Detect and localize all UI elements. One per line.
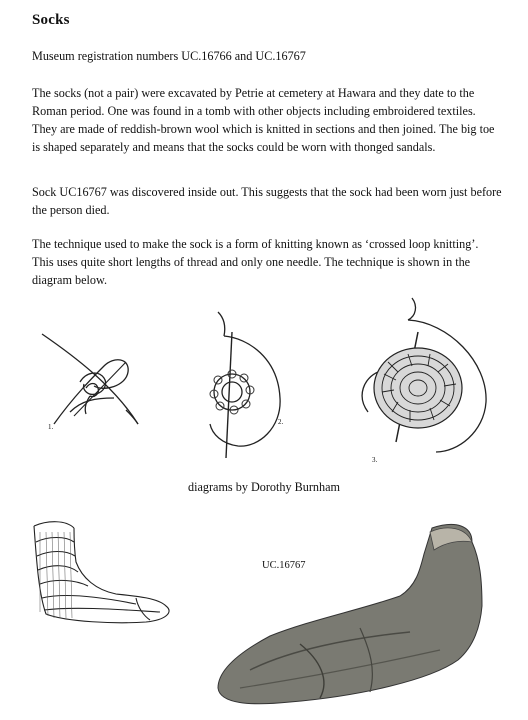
diagram-caption: diagrams by Dorothy Burnham xyxy=(188,480,340,494)
inside-out-paragraph: Sock UC16767 was discovered inside out. This suggests that the sock had been worn just before the person died. xyxy=(32,185,502,217)
knitting-diagrams xyxy=(0,288,528,478)
photo-label: UC.16767 xyxy=(262,560,306,571)
diagram-step-3-label: 3. xyxy=(372,456,378,464)
technique-paragraph: The technique used to make the sock is a form of knitting known as ‘crossed loop knitting’. This uses quite short lengths of thread and only one needle. The technique is shown in the diagram below. xyxy=(32,237,479,287)
knitting-diagram-1 xyxy=(34,326,164,436)
description-paragraph: The socks (not a pair) were excavated by Petrie at cemetery at Hawara and they date to the Roman period. One was found in a tomb with other objects including embroidered textiles. They are made of reddish-brown wool which is knitted in sections and then joined. The big toe is shaped separately and means that the socks could be worn with thonged sandals. xyxy=(32,86,495,154)
diagram-step-2-label: 2. xyxy=(278,418,284,426)
knitting-diagram-2 xyxy=(188,308,298,468)
knitting-diagram-3 xyxy=(338,292,508,462)
page-title: Socks xyxy=(32,12,70,28)
sock-photograph xyxy=(210,520,510,710)
sock-line-drawing xyxy=(26,512,176,632)
diagram-step-1-label: 1. xyxy=(48,423,54,431)
registration-paragraph: Museum registration numbers UC.16766 and UC.16767 xyxy=(32,49,306,63)
